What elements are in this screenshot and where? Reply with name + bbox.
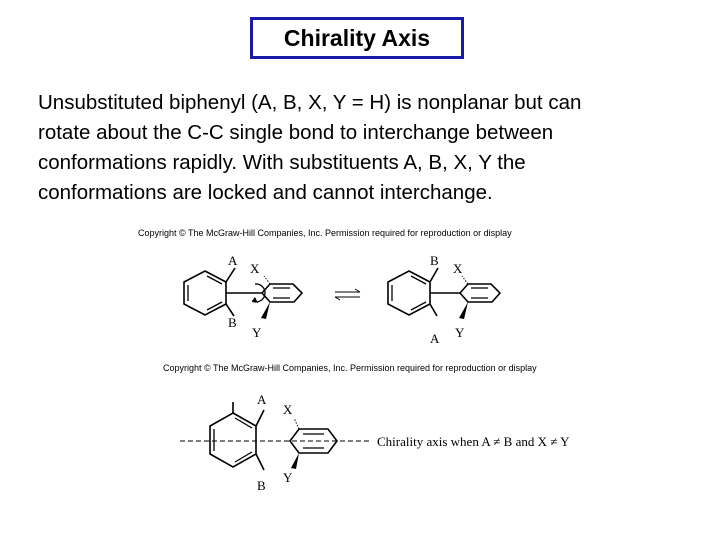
label-b: B	[430, 253, 439, 268]
biphenyl-left	[184, 253, 302, 340]
benzene-ring-perspective-left	[262, 284, 302, 302]
biphenyl-right	[388, 253, 500, 346]
slide-title: Chirality Axis	[250, 17, 464, 59]
label-x: X	[283, 402, 293, 417]
label-a: A	[257, 392, 267, 407]
label-y: Y	[455, 325, 465, 340]
benzene-ring-perspective-right	[460, 284, 500, 302]
benzene-ring-right	[388, 271, 430, 315]
paragraph-line: conformations rapidly. With substituents A, B, X, Y the	[38, 151, 526, 174]
benzene-ring-left	[184, 271, 226, 315]
paragraph-line: conformations are locked and cannot interchange.	[38, 181, 493, 204]
copyright-notice-2: Copyright © The McGraw-Hill Companies, Inc. Permission required for reproduction or display	[163, 363, 537, 373]
label-a: A	[430, 331, 440, 346]
benzene-ring-planar	[210, 413, 256, 467]
label-b: B	[228, 315, 237, 330]
label-a: A	[228, 253, 238, 268]
paragraph-line: Unsubstituted biphenyl (A, B, X, Y = H) is nonplanar but can	[38, 91, 582, 114]
equilibrium-arrows-icon	[335, 289, 360, 300]
label-y: Y	[283, 470, 293, 485]
biphenyl-axis-figure	[180, 392, 570, 493]
benzene-ring-perspective	[290, 429, 337, 453]
label-x: X	[453, 261, 463, 276]
label-y: Y	[252, 325, 262, 340]
chirality-axis-caption: Chirality axis when A ≠ B and X ≠ Y	[377, 434, 570, 449]
label-b: B	[257, 478, 266, 493]
label-x: X	[250, 261, 260, 276]
paragraph-line: rotate about the C-C single bond to interchange between	[38, 121, 554, 144]
copyright-notice-1: Copyright © The McGraw-Hill Companies, Inc. Permission required for reproduction or display	[138, 228, 512, 238]
